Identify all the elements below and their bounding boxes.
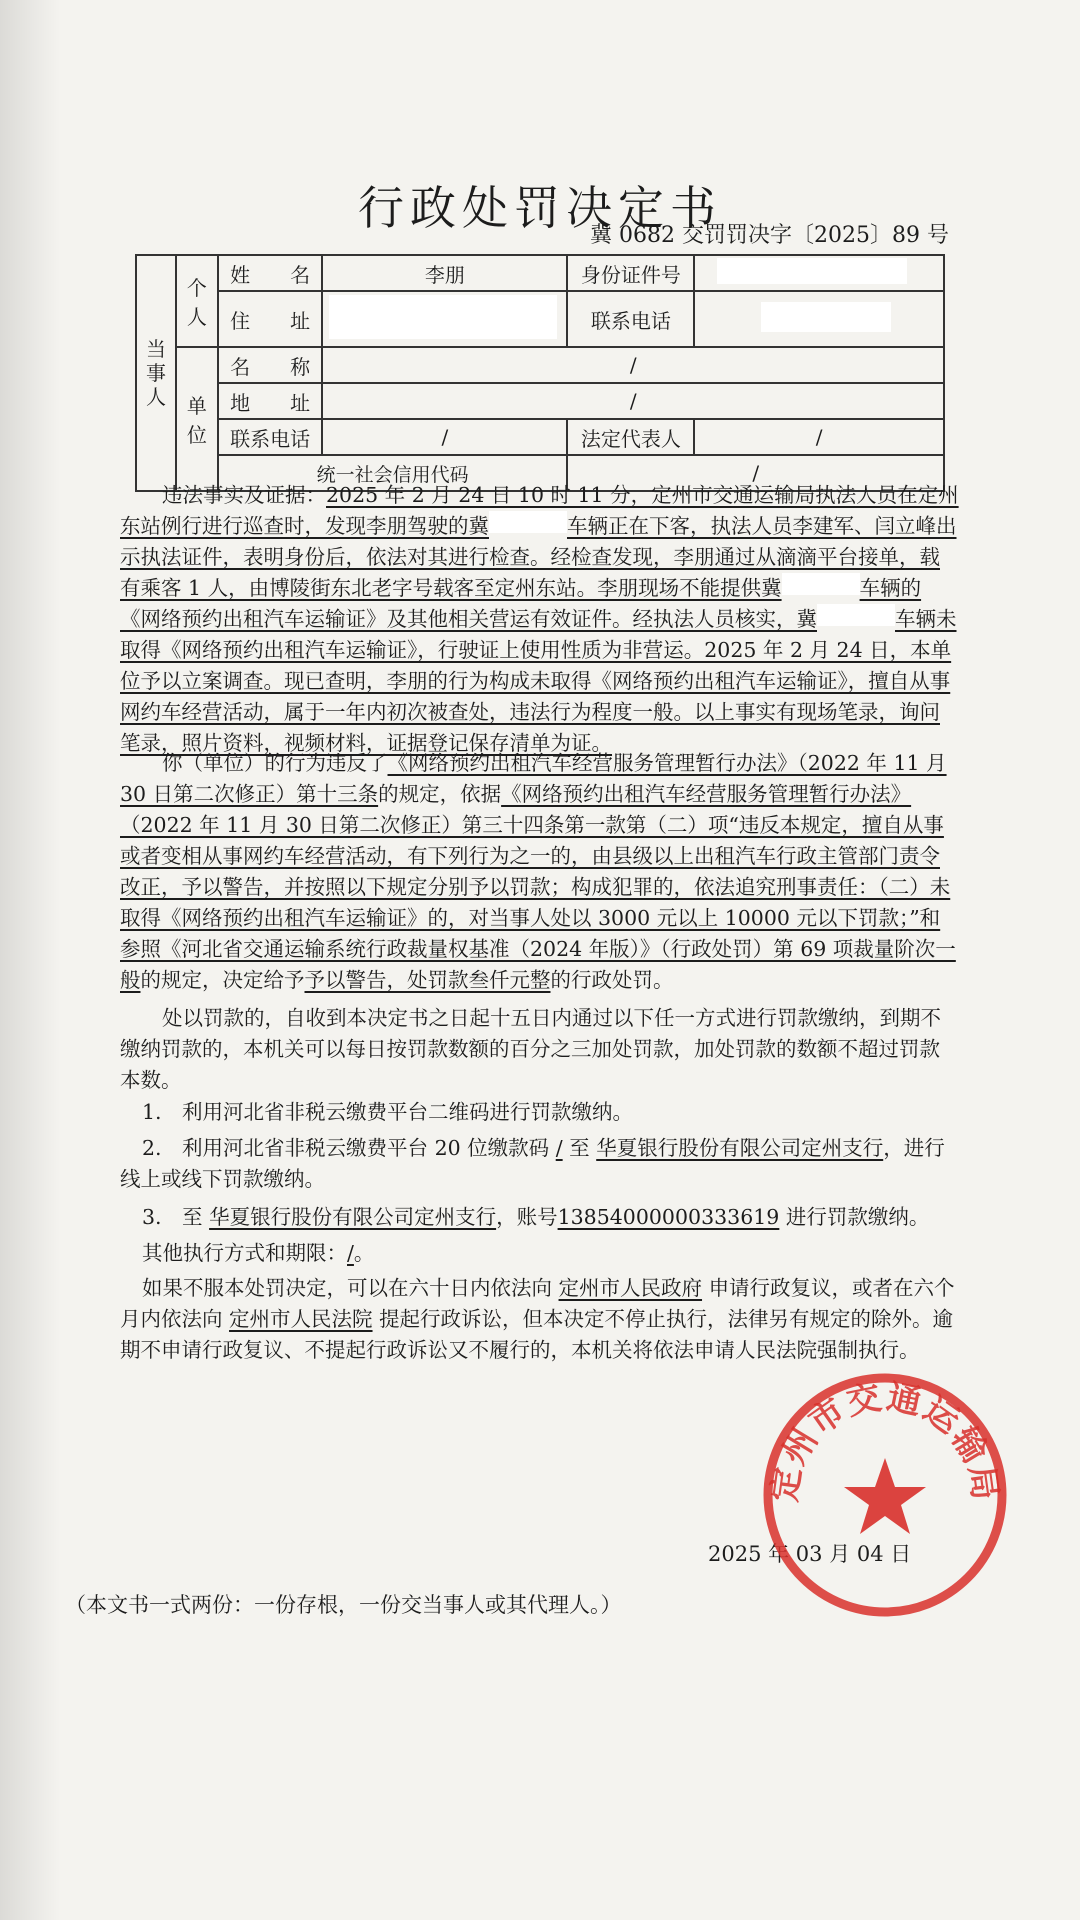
payment-method-1: 1. 利用河北省非税云缴费平台二维码进行罚款缴纳。: [142, 1100, 634, 1124]
individual-label: 个人: [176, 255, 218, 347]
unit-name-label: 名 称: [218, 347, 323, 383]
name-label: 姓 名: [218, 255, 323, 291]
method-3-end: 进行罚款缴纳。: [785, 1205, 930, 1229]
id-value-redacted: [694, 255, 944, 291]
copies-note: （本文书一式两份：一份存根，一份交当事人或其代理人。）: [65, 1593, 622, 1617]
unit-name-value: /: [322, 347, 944, 383]
unit-phone-value: /: [322, 419, 567, 455]
plate-redacted-1: [489, 511, 567, 533]
unit-phone-label: 联系电话: [218, 419, 323, 455]
legal-basis: 《网络预约出租汽车经营服务管理暂行办法》（2022 年 11 月 30 日第二次修正）第三十四条第一款第（二）项“违反本规定，擅自从事或者变相从事网约车经营活动，有下列行为之一的，由县级以上出租汽车行政主管部门责令改正，予以警告，并按照以下规定分别予以罚款；构成犯罪的，依法追究刑事责任：（二）未取得《网络预约出租汽车运输证》的，对当事人处以 3000 元以上 10000 元以下罚款；”和参照《河北省交通运输系统行政裁量权基准（2024 年版）》（行政处罚）第 69 项裁量阶次一般: [120, 782, 956, 992]
payment-code: /: [555, 1136, 563, 1160]
method-2-text: 2. 利用河北省非税云缴费平台 20 位缴款码: [142, 1136, 550, 1160]
other-execution-value: /: [347, 1241, 354, 1265]
payment-method-2: [120, 1133, 960, 1195]
appeal-paragraph: [120, 1273, 960, 1366]
credit-code-value: /: [567, 455, 944, 491]
method-2-end: ，进行线上或线下罚款缴纳。: [120, 1136, 945, 1191]
facts-text-4: 车辆未取得《网络预约出租汽车运输证》，行驶证上使用性质为非营运。2025 年 2 月 24 日，本单位予以立案调查。现已查明，李朋的行为构成未取得《网络预约出租汽车运输证》，擅自从事网约车经营活动，属于一年内初次被查处，违法行为程度一般。以上事实有现场笔录，询问笔录，照片资料，视频材料，证据登记保存清单为证。: [120, 607, 957, 755]
address-value-redacted: [322, 291, 567, 347]
decision-text-4: 的行政处罚。: [550, 968, 674, 992]
party-table: [135, 254, 945, 492]
method-3-account-label: ，账号: [496, 1205, 558, 1229]
party-label: 当事人: [136, 255, 176, 491]
decision-paragraph: [120, 748, 960, 996]
phone-value-redacted: [694, 291, 944, 347]
other-execution: [120, 1238, 960, 1269]
decision-text-1: 你（单位）的行为违反了: [162, 751, 388, 775]
unit-address-label: 地 址: [218, 383, 323, 419]
facts-lead: 违法事实及证据：: [162, 483, 326, 507]
seal-text: 定州市交通运输局: [764, 1377, 1006, 1505]
appeal-text-1: 如果不服本处罚决定，可以在六十日内依法向: [142, 1276, 552, 1300]
other-execution-label: 其他执行方式和期限：: [142, 1241, 347, 1265]
name-value: 李朋: [322, 255, 567, 291]
official-seal-icon: [760, 1370, 1010, 1620]
plate-redacted-2: [782, 573, 860, 595]
penalty-decision: 予以警告，处罚款叁仟元整: [304, 968, 551, 992]
method-3-text: 3. 至: [142, 1205, 203, 1229]
credit-code-label: 统一社会信用代码: [218, 455, 568, 491]
document-title: 行政处罚决定书: [358, 181, 722, 235]
violated-regulation: 《网络预约出租汽车经营服务管理暂行办法》（2022 年 11 月 30 日第二次修正）第十三条: [120, 751, 947, 806]
facts-paragraph: [120, 480, 960, 759]
method-3-bank: 华夏银行股份有限公司定州支行: [209, 1205, 497, 1229]
litigation-court: 定州市人民法院: [229, 1307, 373, 1331]
method-2-to: 至: [569, 1136, 590, 1160]
method-2-bank: 华夏银行股份有限公司定州支行: [596, 1136, 884, 1160]
legal-rep-label: 法定代表人: [567, 419, 694, 455]
facts-text-2: 车辆正在下客，执法人员李建军、闫立峰出示执法证件，表明身份后，依法对其进行检查。经检查发现，李朋通过从滴滴平台接单，载有乘客 1 人，由博陵街东北老字号载客至定州东站。李朋现场不能提供冀: [120, 514, 957, 600]
address-label: 住 址: [218, 291, 323, 347]
appeal-text-3: 提起行政诉讼，但本决定不停止执行，法律另有规定的除外。逾期不申请行政复议、不提起行政诉讼又不履行的，本机关将依法申请人民法院强制执行。: [120, 1307, 954, 1362]
appeal-text-2: 申请行政复议，或者在六个月内依法向: [120, 1276, 955, 1331]
bank-account-number: 13854000000333619: [557, 1205, 780, 1229]
review-authority: 定州市人民政府: [558, 1276, 703, 1300]
decision-text-2: 的规定，依据: [378, 782, 502, 806]
unit-label: 单位: [176, 347, 218, 491]
decision-date: 2025 年 03 月 04 日: [708, 1542, 912, 1566]
unit-address-value: /: [322, 383, 944, 419]
payment-intro: 处以罚款的，自收到本决定书之日起十五日内通过以下任一方式进行罚款缴纳，到期不缴纳罚款的，本机关可以每日按罚款数额的百分之三加处罚款，加处罚款的数额不超过罚款本数。: [120, 1006, 941, 1092]
document-number: 冀 0682 交罚罚决字〔2025〕89 号: [590, 223, 949, 248]
decision-text-3: 的规定，决定给予: [140, 968, 305, 992]
plate-redacted-3: [817, 604, 895, 626]
facts-text: [120, 483, 959, 755]
facts-text-3: 车辆的《网络预约出租汽车运输证》及其他相关营运有效证件。经执法人员核实，冀: [120, 576, 922, 631]
legal-rep-value: /: [694, 419, 944, 455]
payment-method-3: [120, 1202, 960, 1233]
facts-text-1: 2025 年 2 月 24 日 10 时 11 分，定州市交通运输局执法人员在定州东站例行进行巡查时，发现李朋驾驶的冀: [120, 483, 959, 538]
phone-label: 联系电话: [567, 291, 694, 347]
other-execution-end: 。: [353, 1241, 375, 1265]
page-shadow: [0, 0, 60, 1920]
id-label: 身份证件号: [567, 255, 694, 291]
